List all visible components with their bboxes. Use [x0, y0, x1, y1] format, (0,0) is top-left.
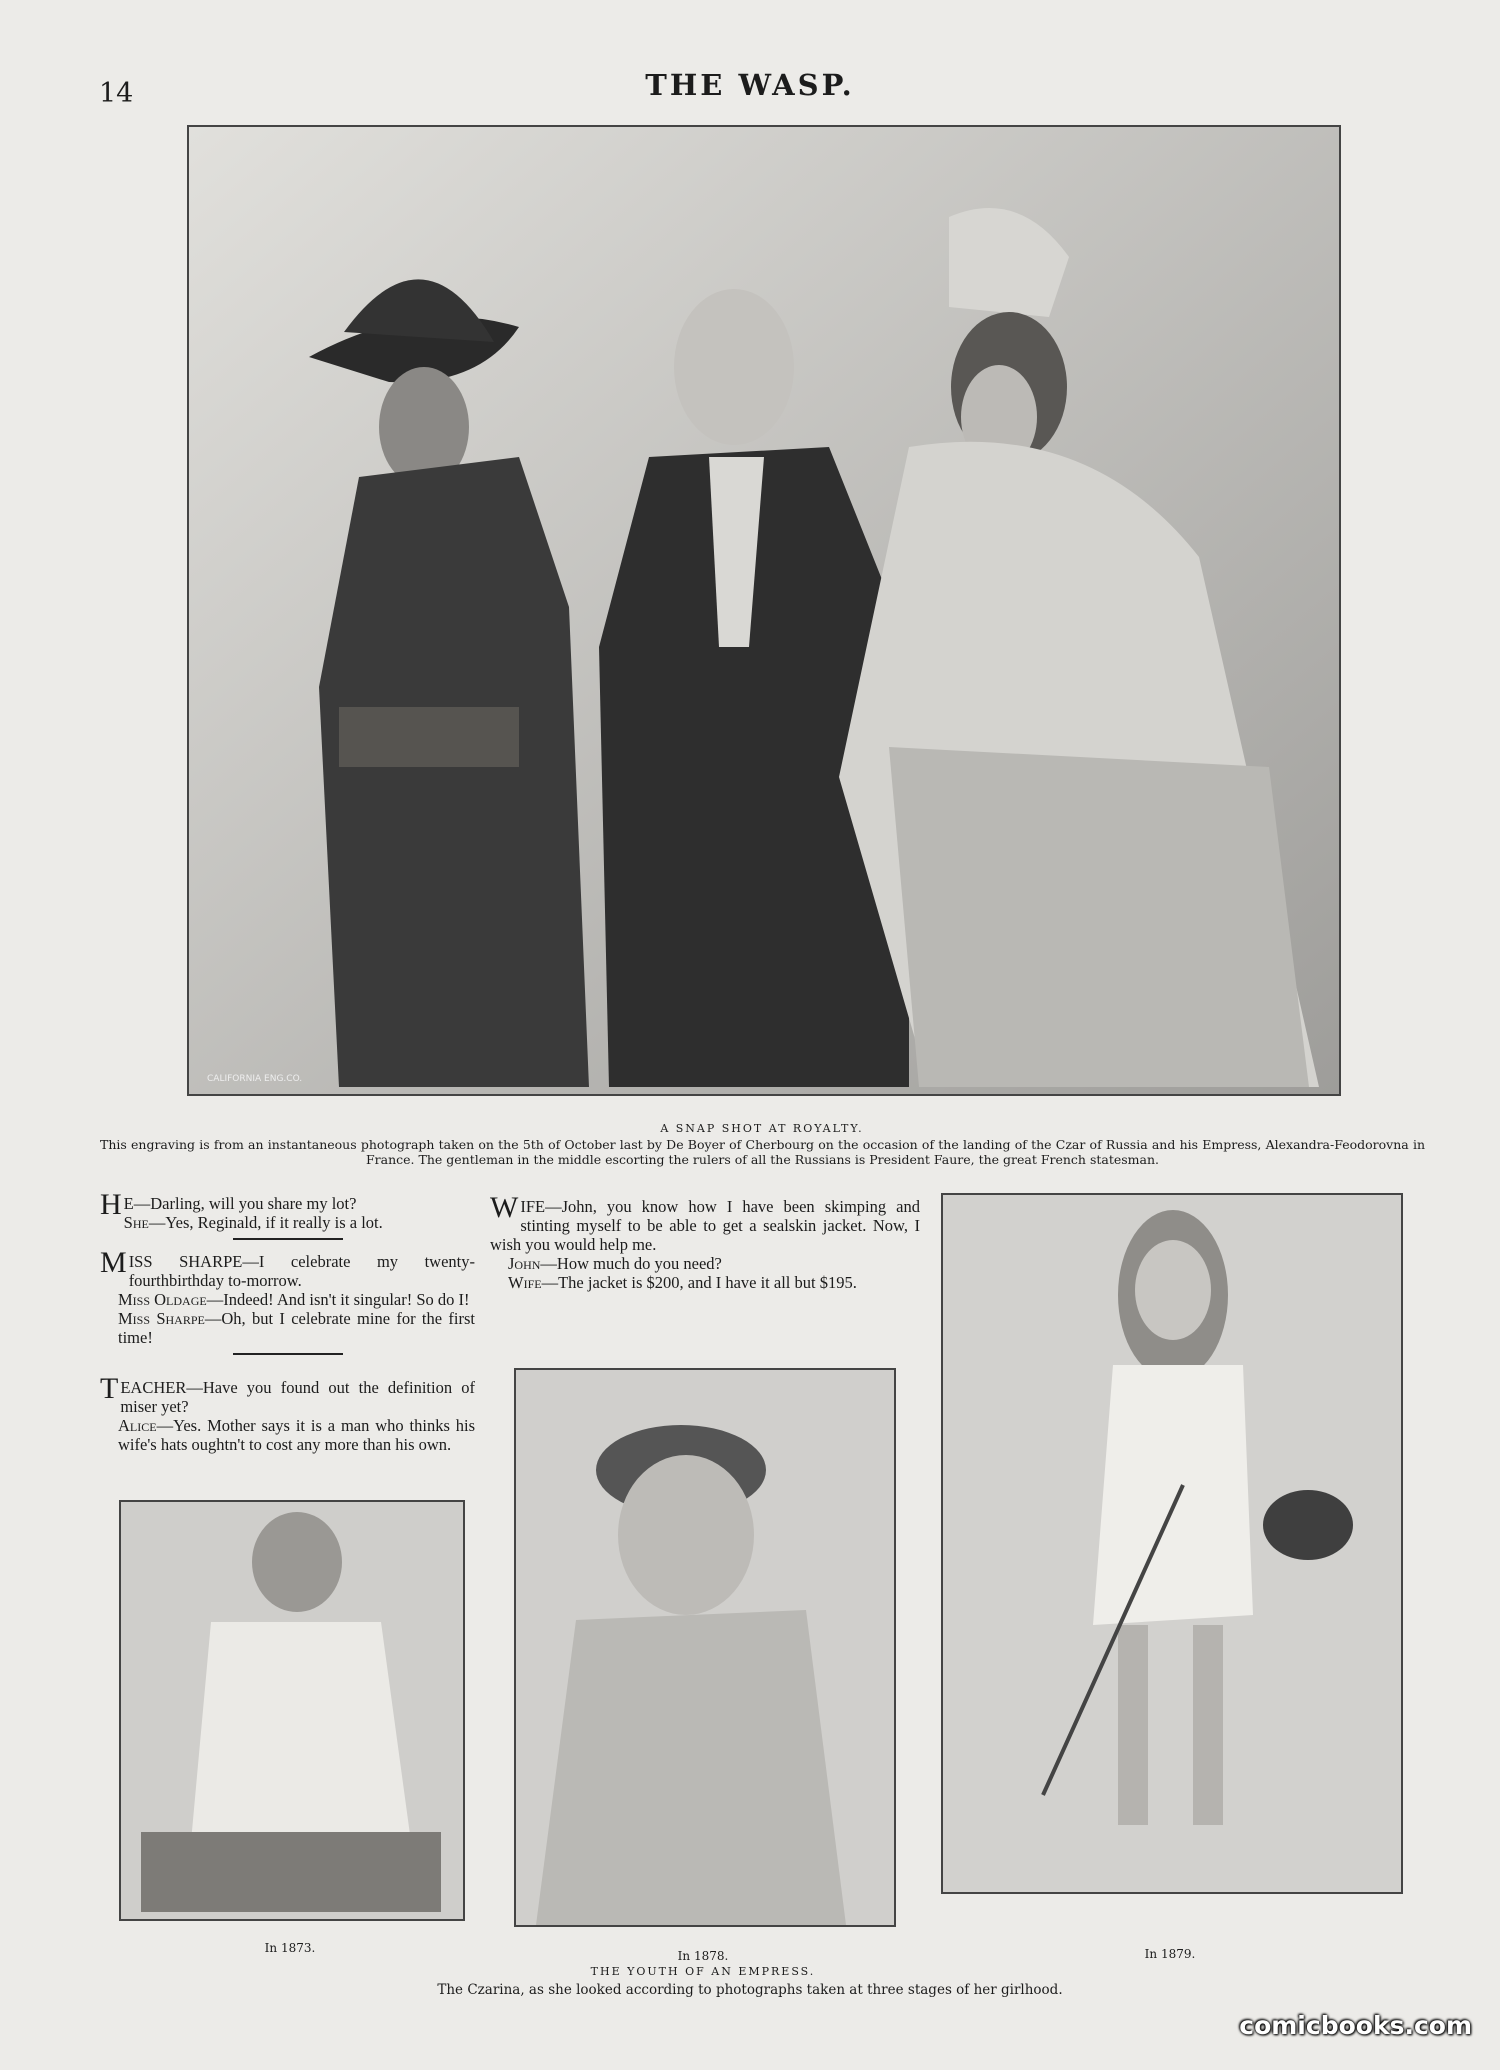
youth-caption-title: THE YOUTH OF AN EMPRESS.	[590, 1965, 816, 1978]
youth-caption-text: The Czarina, as she looked according to photographs taken at three stages of her girlhood.	[437, 1982, 1063, 1998]
joke-drop-cap: H	[100, 1188, 122, 1221]
joke-wife	[490, 1191, 920, 1292]
joke-darling	[100, 1188, 475, 1248]
girl-with-hat-figure	[516, 1370, 894, 1925]
speaker-label: Wife	[508, 1273, 542, 1292]
speaker-label: ISS SHARPE	[128, 1252, 243, 1271]
speaker-label: EACHER	[120, 1378, 187, 1397]
speaker-label: Miss Oldage	[118, 1290, 207, 1309]
divider-rule	[233, 1238, 343, 1240]
label-1873: In 1873.	[264, 1941, 316, 1955]
joke-line: —Oh, but I celebrate mine for the first time!	[118, 1309, 475, 1347]
speaker-label: Miss Sharpe	[118, 1309, 205, 1328]
photo-1879	[941, 1193, 1403, 1894]
photo-1878	[514, 1368, 896, 1927]
royalty-engraving	[187, 125, 1341, 1096]
joke-line: E—Darling, will you share my lot?	[123, 1194, 357, 1213]
joke-line: —Have you found out the definition of miser yet?	[120, 1378, 475, 1416]
label-1878: In 1878.	[677, 1949, 729, 1963]
photo-1873	[119, 1500, 465, 1921]
joke-teacher	[100, 1372, 475, 1454]
divider-rule	[233, 1353, 343, 1355]
joke-drop-cap: W	[490, 1191, 519, 1224]
page-number: 14	[99, 78, 134, 109]
masthead-title: THE WASP.	[645, 68, 855, 102]
label-1879: In 1879.	[1144, 1947, 1196, 1961]
site-watermark: comicbooks.com	[1239, 2011, 1472, 2040]
joke-line: —Yes, Reginald, if it really is a lot.	[148, 1213, 383, 1232]
joke-drop-cap: T	[100, 1372, 119, 1405]
speaker-label: Alice	[118, 1416, 157, 1435]
joke-miss-sharpe	[100, 1246, 475, 1363]
joke-line: —Yes. Mother says it is a man who thinks his wife's hats oughtn't to cost any more than his own.	[118, 1416, 475, 1454]
engraver-credit: CALIFORNIA ENG.CO.	[207, 1074, 303, 1084]
joke-drop-cap: M	[100, 1246, 127, 1279]
joke-line: IFE—John, you know how I have been skimping and stinting myself to be able to get a sealskin jacket. Now, I wish you would help me.	[490, 1197, 920, 1254]
main-caption-title: A SNAP SHOT AT ROYALTY.	[660, 1122, 864, 1135]
speaker-label: John	[508, 1254, 541, 1273]
main-caption-text: This engraving is from an instantaneous photograph taken on the 5th of October last by De Boyer of Cherbourg on the occasion of the landing of the Czar of Russia and his Empress, Alexandra-Feodorovna in France. The gentleman in the middle escorting the rulers of all the Russians is President Faure, the great French statesman.	[100, 1137, 1425, 1167]
joke-line: —How much do you need?	[540, 1254, 722, 1273]
joke-line: —Indeed! And isn't it singular! So do I!	[206, 1290, 470, 1309]
royalty-figures	[189, 127, 1339, 1094]
joke-line: —The jacket is $200, and I have it all but $195.	[541, 1273, 857, 1292]
speaker-label: She	[123, 1213, 149, 1232]
girl-standing-figure	[943, 1195, 1401, 1892]
toddler-figure	[121, 1502, 463, 1919]
joke-line: —I celebrate my twenty-fourthbirthday to-morrow.	[128, 1252, 475, 1290]
